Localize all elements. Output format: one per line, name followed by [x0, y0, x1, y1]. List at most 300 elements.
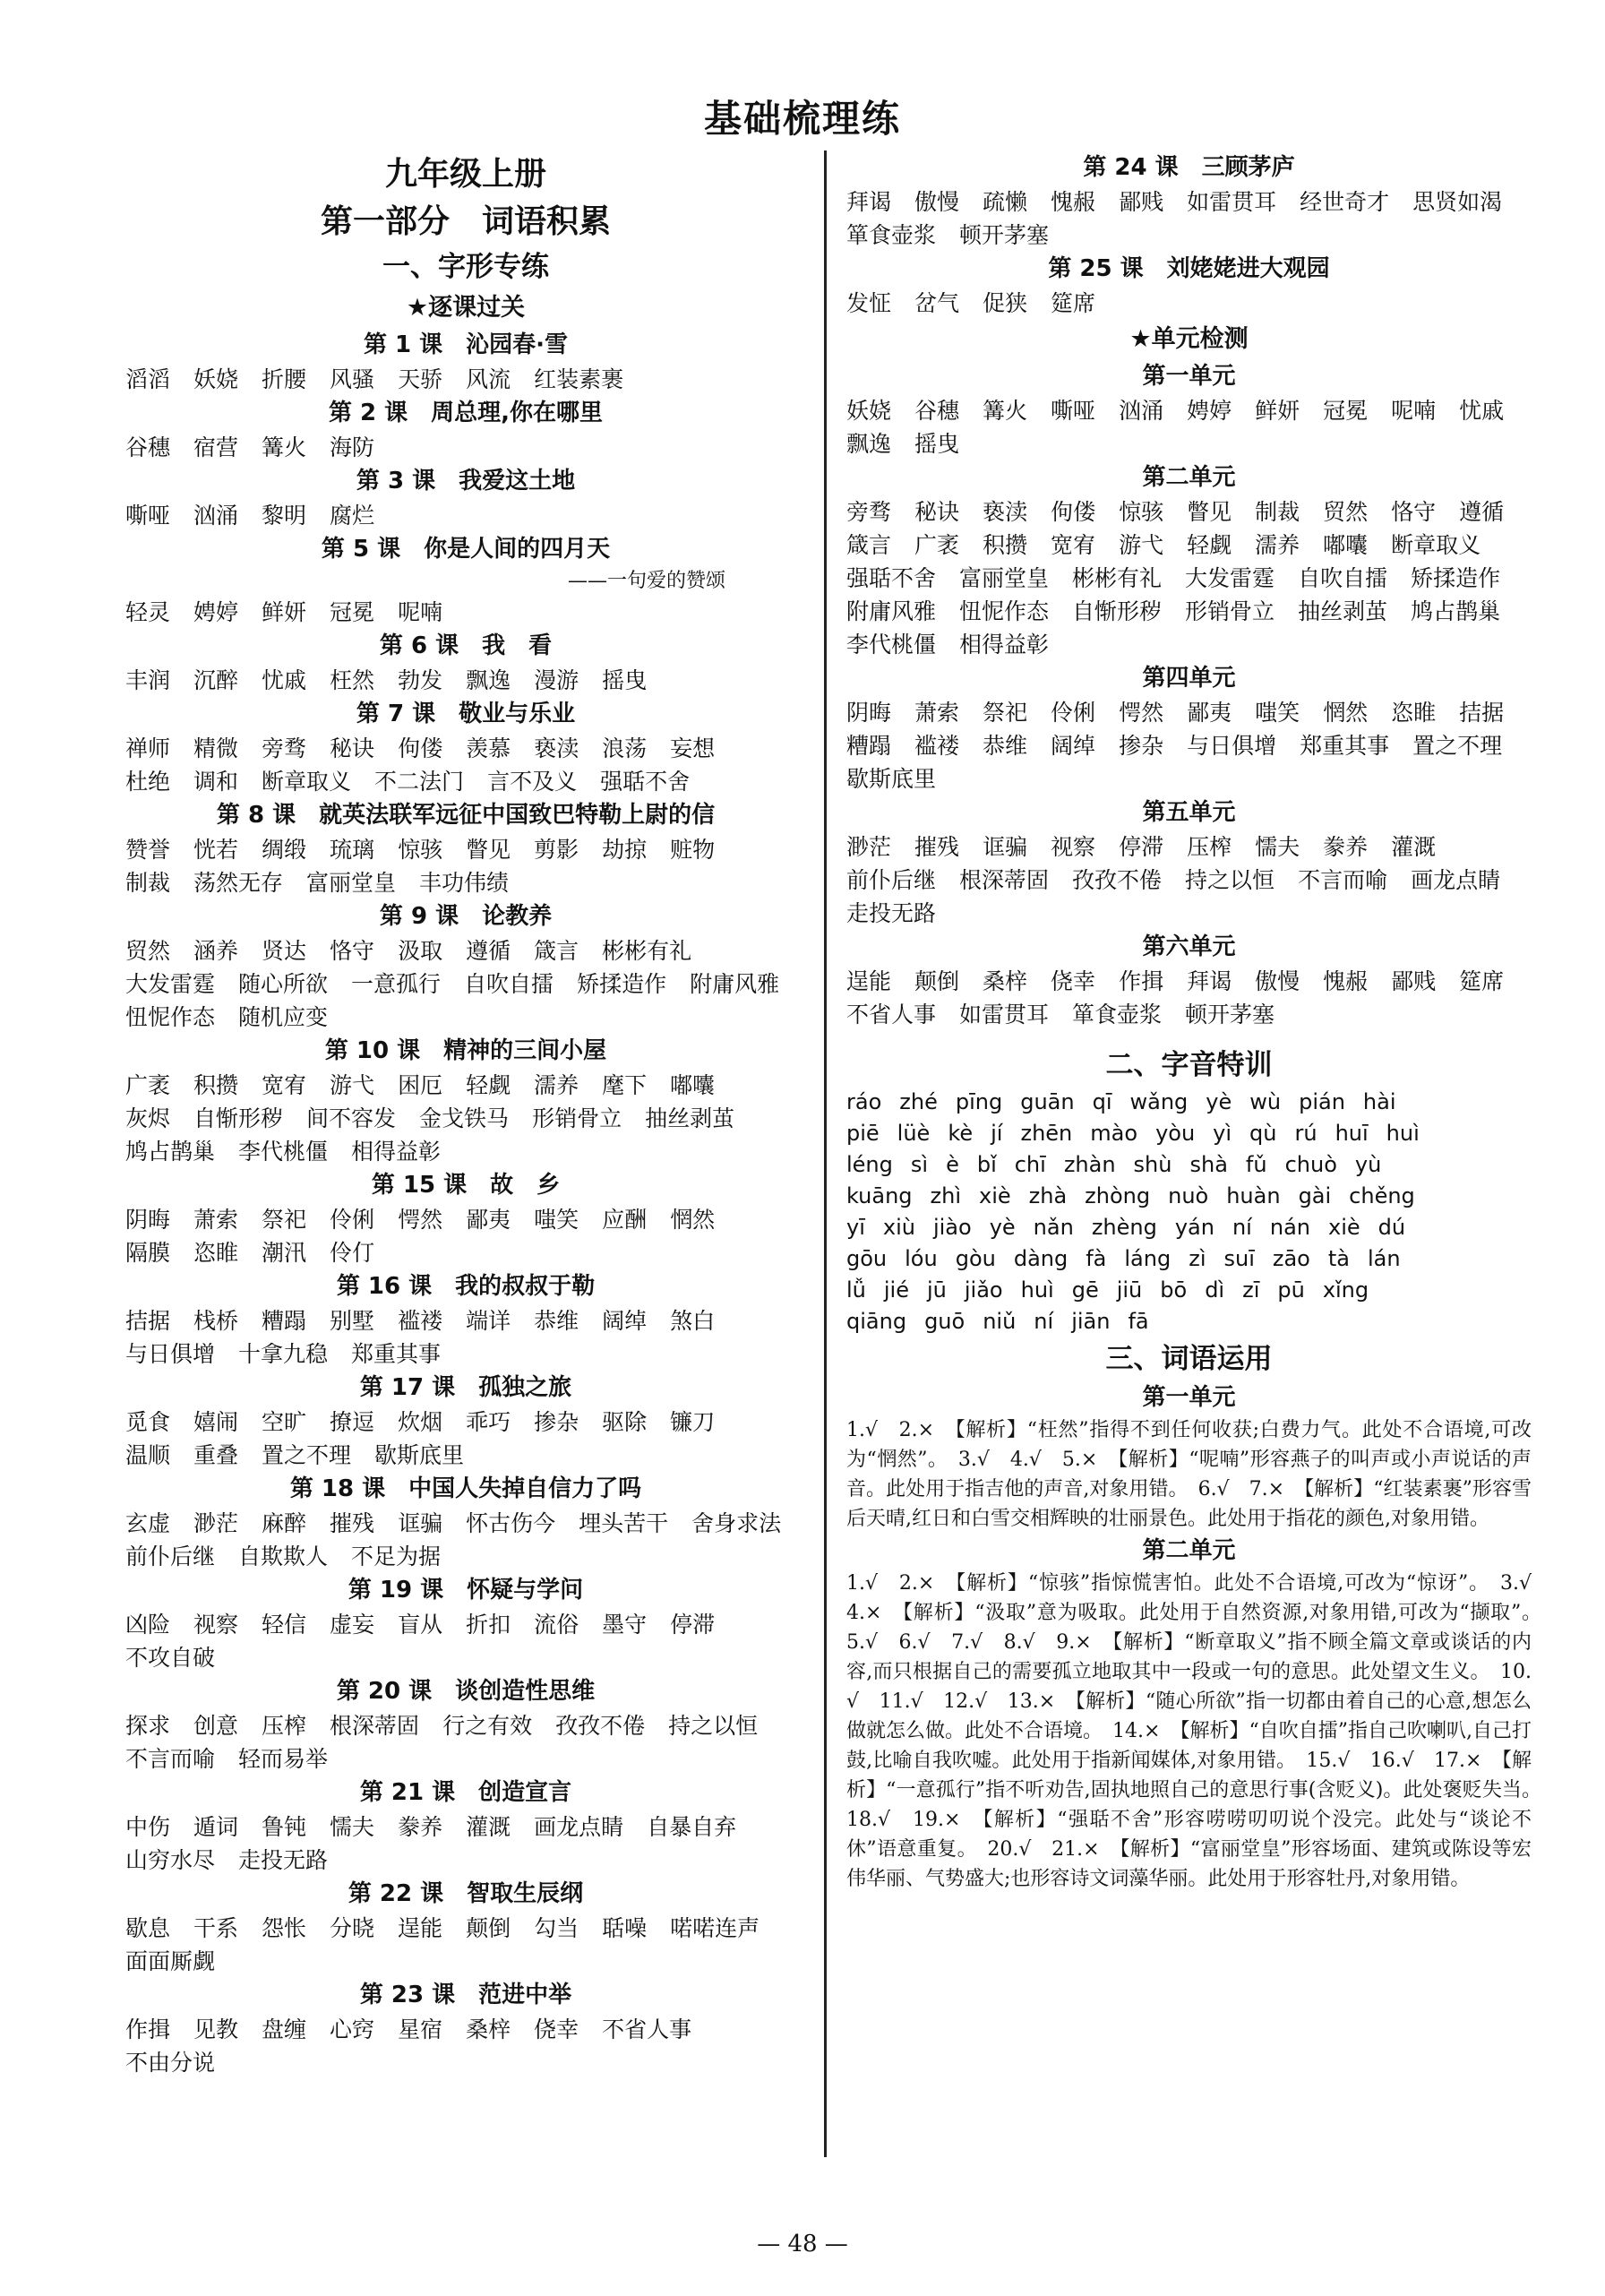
word: 喏喏连声: [670, 1915, 760, 1941]
word: 鄙夷: [1187, 700, 1232, 726]
word: 作揖: [1119, 968, 1164, 994]
word: 谷穗: [125, 434, 171, 460]
word: 面面厮觑: [125, 1948, 216, 1974]
pinyin-syllable: zhàn: [1063, 1152, 1116, 1177]
word: 阔绰: [1051, 733, 1096, 759]
word: 箴言: [534, 938, 579, 964]
word: 自惭形秽: [1072, 598, 1163, 624]
pinyin-syllable: zhé: [899, 1089, 938, 1114]
word: 嗤笑: [534, 1207, 579, 1233]
word: 形销骨立: [532, 1105, 622, 1131]
pinyin-syllable: lüè: [897, 1121, 931, 1146]
lesson-title: 第 25 课 刘姥姥进大观园: [1048, 255, 1330, 282]
word: 傲慢: [1255, 968, 1300, 994]
pinyin-syllable: jié: [883, 1277, 909, 1303]
word: 汹涌: [193, 503, 239, 529]
word: 轻觑: [1187, 532, 1232, 558]
word: 箪食壶浆: [1072, 1002, 1163, 1028]
pinyin-syllable: yán: [1174, 1215, 1214, 1240]
pinyin-syllable: nǎn: [1033, 1215, 1074, 1240]
pinyin-syllable: shà: [1189, 1152, 1228, 1177]
word: 豢养: [398, 1814, 443, 1840]
word: 持之以恒: [1185, 867, 1275, 893]
word-list: [125, 1069, 806, 1168]
pinyin-syllable: zāo: [1272, 1246, 1310, 1271]
word: 视察: [1051, 834, 1096, 860]
pinyin-syllable: guō: [924, 1309, 966, 1334]
word: 根深蒂固: [959, 867, 1050, 893]
word: 海防: [330, 434, 375, 460]
word: 一意孤行: [351, 971, 442, 997]
lesson-list: [125, 328, 806, 2079]
pinyin-syllable: è: [946, 1152, 959, 1177]
word: 制裁: [125, 870, 171, 896]
word: 渺茫: [193, 1510, 239, 1536]
word: 忸怩作态: [125, 1004, 216, 1030]
word: 愕然: [1119, 700, 1164, 726]
word: 嘟囔: [1323, 532, 1369, 558]
word: 自吹自擂: [464, 971, 554, 997]
section-heading-pinyin: 二、字音特训: [1105, 1049, 1273, 1081]
word: 恭维: [983, 733, 1028, 759]
lesson-title: 第 19 课 怀疑与学问: [348, 1577, 584, 1604]
word: 筵席: [1051, 290, 1096, 316]
word: 不足为据: [351, 1544, 442, 1569]
word: 风流: [466, 366, 511, 392]
word: 摇曳: [602, 667, 648, 693]
word: 箪食壶浆: [846, 222, 937, 248]
word: 糟蹋: [262, 1308, 307, 1334]
word: 遵循: [1459, 499, 1505, 525]
word: 大发雷霆: [125, 971, 216, 997]
pinyin-row: [846, 1149, 1532, 1181]
word: 勾当: [534, 1915, 579, 1941]
word: 侥幸: [1051, 968, 1096, 994]
word-list: [125, 732, 806, 798]
word-list: [125, 596, 806, 629]
word: 腐烂: [330, 503, 375, 529]
word: 虚妄: [330, 1612, 375, 1638]
word: 鄙贱: [1119, 189, 1164, 215]
word: 凶险: [125, 1612, 171, 1638]
pinyin-syllable: ní: [1034, 1309, 1054, 1334]
word: 自暴自弃: [647, 1814, 737, 1840]
word: 轻灵: [125, 599, 171, 625]
pinyin-syllable: zhèng: [1091, 1215, 1157, 1240]
pinyin-syllable: zī: [1242, 1277, 1260, 1303]
word: 孜孜不倦: [1072, 867, 1163, 893]
pinyin-syllable: chuò: [1284, 1152, 1337, 1177]
pinyin-row: [846, 1243, 1532, 1275]
word: 应酬: [602, 1207, 648, 1233]
word: 怨怅: [262, 1915, 307, 1941]
word: 忧戚: [1459, 398, 1505, 424]
word: 亵渎: [983, 499, 1028, 525]
word: 随心所欲: [238, 971, 329, 997]
pinyin-syllable: huì: [1020, 1277, 1054, 1303]
word-list: [125, 1709, 806, 1776]
word: 抽丝剥茧: [1298, 598, 1388, 624]
unit-title: 第五单元: [1142, 799, 1236, 826]
page-title: 基础梳理练: [703, 97, 901, 141]
word: 画龙点睛: [534, 1814, 624, 1840]
word: 顿开茅塞: [959, 222, 1050, 248]
unit-title: 第一单元: [1142, 363, 1236, 390]
word: 妖娆: [193, 366, 239, 392]
word: 拜谒: [1187, 968, 1232, 994]
lesson-title: 第 9 课 论教养: [379, 903, 553, 930]
pinyin-syllable: yù: [1354, 1152, 1382, 1177]
word: 萧索: [914, 700, 960, 726]
pinyin-syllable: xǐng: [1322, 1277, 1369, 1303]
word: 重叠: [193, 1442, 239, 1468]
pinyin-syllable: huī: [1335, 1121, 1369, 1146]
word: 拮据: [1459, 700, 1505, 726]
word: 探求: [125, 1713, 171, 1739]
word: 乖巧: [466, 1409, 511, 1435]
word: 逞能: [398, 1915, 443, 1941]
word: 濡养: [1255, 532, 1300, 558]
word: 歇斯底里: [374, 1442, 465, 1468]
word: 沉醉: [193, 667, 239, 693]
word: 诓骗: [398, 1510, 443, 1536]
lesson-title: 第 6 课 我 看: [379, 632, 553, 659]
word: 娉婷: [193, 599, 239, 625]
lesson-title: 第 7 课 敬业与乐业: [356, 701, 576, 727]
pinyin-syllable: pián: [1299, 1089, 1345, 1114]
word: 分晓: [330, 1915, 375, 1941]
word-list: [846, 696, 1532, 795]
lesson-title: 第 22 课 智取生辰纲: [348, 1880, 584, 1907]
pinyin-syllable: léng: [846, 1152, 893, 1177]
word: 别墅: [330, 1308, 375, 1334]
unit-title: 第四单元: [1142, 665, 1236, 692]
word: 惘然: [670, 1207, 716, 1233]
word: 赃物: [670, 837, 716, 863]
word: 隔膜: [125, 1240, 171, 1266]
word: 鸠占鹊巢: [125, 1139, 216, 1165]
left-column: [125, 150, 806, 2079]
pinyin-syllable: fā: [1128, 1309, 1149, 1334]
pinyin-syllable: nuò: [1168, 1183, 1209, 1208]
pinyin-syllable: chī: [1014, 1152, 1046, 1177]
word: 谷穗: [914, 398, 960, 424]
word: 鲜妍: [262, 599, 307, 625]
word: 如雷贯耳: [959, 1002, 1050, 1028]
word: 走投无路: [846, 900, 937, 926]
lesson-title: 第 5 课 你是人间的四月天: [321, 536, 611, 563]
word: 广袤: [125, 1072, 171, 1098]
word: 篝火: [262, 434, 307, 460]
word: 觅食: [125, 1409, 171, 1435]
word: 箴言: [846, 532, 892, 558]
pinyin-syllable: fǔ: [1245, 1152, 1267, 1177]
pinyin-syllable: gòu: [955, 1246, 996, 1271]
pinyin-syllable: bō: [1160, 1277, 1188, 1303]
word: 汲取: [398, 938, 443, 964]
pinyin-syllable: piē: [846, 1121, 880, 1146]
word: 伶俐: [1051, 700, 1096, 726]
word-list: [125, 664, 806, 697]
word: 游弋: [330, 1072, 375, 1098]
word-list: [125, 934, 806, 1034]
pinyin-syllable: jí: [991, 1121, 1003, 1146]
word: 温顺: [125, 1442, 171, 1468]
word: 怀古伤今: [466, 1510, 556, 1536]
word-list: [846, 185, 1532, 252]
word: 自吹自擂: [1298, 565, 1388, 591]
word: 鸠占鹊巢: [1411, 598, 1501, 624]
answers-block: [846, 1380, 1552, 1894]
word: 鲜妍: [1255, 398, 1300, 424]
word: 见教: [193, 2017, 239, 2042]
word: 阴晦: [846, 700, 892, 726]
word: 天骄: [398, 366, 443, 392]
word: 聒噪: [602, 1915, 648, 1941]
pinyin-syllable: lǚ: [846, 1277, 866, 1303]
word: 恭维: [534, 1308, 579, 1334]
lesson-title: 第 17 课 孤独之旅: [359, 1374, 572, 1401]
word: 萧索: [193, 1207, 239, 1233]
answer-text: 1.√ 2.× 【解析】“惊骇”指惊慌害怕。此处不合语境,可改为“惊讶”。 3.√ 4.× 【解析】“汲取”意为吸取。此处用于自然资源,对象用错,可改为“撷取”。 5.√ 6.√ 7.√ 8.√ 9.× 【解析】“断章取义”指不顾全篇文章或谈话的内容,而只根据自己的需要孤立地取其中一段或一句的意思。此处望文生义。 10.√ 11.√ 12.√ 13.× 【解析】“随心所欲”指一切都由着自己的心意,想怎么做就怎么做。此处不合语境。 14.× 【解析】“自吹自擂”指自己吹喇叭,自己打鼓,比喻自我吹嘘。此处用于指新闻媒体,对象用错。 15.√ 16.√ 17.× 【解析】“一意孤行”指不听劝告,固执地照自己的意思行事(含贬义)。此处褒贬失当。 18.√ 19.× 【解析】“强聒不舍”形容唠唠叨叨说个没完。此处与“谈论不休”语意重复。 20.√ 21.× 【解析】“富丽堂皇”形容场面、建筑或陈设等宏伟华丽、气势盛大;也形容诗文词藻华丽。此处用于形容牡丹,对象用错。: [846, 1572, 1552, 1890]
pinyin-syllable: jiān: [1071, 1309, 1111, 1334]
word: 视察: [193, 1612, 239, 1638]
pinyin-syllable: qiāng: [846, 1309, 907, 1334]
word: 丰润: [125, 667, 171, 693]
word: 黎明: [262, 503, 307, 529]
pinyin-row: [846, 1275, 1532, 1306]
word-list: [125, 499, 806, 532]
pinyin-syllable: gē: [1071, 1277, 1099, 1303]
word: 郑重其事: [1300, 733, 1390, 759]
pinyin-syllable: zhà: [1028, 1183, 1068, 1208]
word-list: [125, 2013, 806, 2079]
word-list: [846, 394, 1532, 460]
word: 琉璃: [330, 837, 375, 863]
pinyin-syllable: wǎng: [1129, 1089, 1189, 1114]
word: 滔滔: [125, 366, 171, 392]
word: 愧赧: [1051, 189, 1096, 215]
pinyin-syllable: zhòng: [1085, 1183, 1151, 1208]
word: 麻醉: [262, 1510, 307, 1536]
sub-heading-units: ★单元检测: [1129, 325, 1249, 353]
word: 金戈铁马: [419, 1105, 510, 1131]
word-list: [846, 495, 1532, 661]
word: 不省人事: [602, 2017, 692, 2042]
word-list: [125, 1406, 806, 1472]
word: 禅师: [125, 735, 171, 761]
word: 麾下: [602, 1072, 648, 1098]
word: 祭祀: [262, 1207, 307, 1233]
word: 丰功伟绩: [419, 870, 510, 896]
word: 李代桃僵: [846, 632, 937, 658]
word: 旁骛: [846, 499, 892, 525]
right-column: [846, 150, 1552, 1894]
pinyin-syllable: pīng: [955, 1089, 1003, 1114]
word: 富丽堂皇: [306, 870, 397, 896]
word: 孜孜不倦: [555, 1713, 646, 1739]
word: 自欺欺人: [238, 1544, 329, 1569]
word: 游弋: [1119, 532, 1164, 558]
word: 伶仃: [330, 1240, 375, 1266]
word: 惘然: [1323, 700, 1369, 726]
word: 广袤: [914, 532, 960, 558]
pinyin-syllable: fà: [1086, 1246, 1107, 1271]
word: 大发雷霆: [1185, 565, 1275, 591]
word: 附庸风雅: [690, 971, 780, 997]
word: 恪守: [330, 938, 375, 964]
pinyin-block: [846, 1087, 1532, 1337]
word: 豢养: [1323, 834, 1369, 860]
lesson-title: 第 8 课 就英法联军远征中国致巴特勒上尉的信: [216, 802, 716, 829]
word: 折腰: [262, 366, 307, 392]
lesson-title: 第 2 课 周总理,你在哪里: [328, 400, 604, 426]
word: 不省人事: [846, 1002, 937, 1028]
word-list: [125, 1912, 806, 1978]
word: 瞥见: [466, 837, 511, 863]
word: 恣睢: [193, 1240, 239, 1266]
word: 冠冕: [1323, 398, 1369, 424]
word: 羡慕: [466, 735, 511, 761]
word: 李代桃僵: [238, 1139, 329, 1165]
word: 不由分说: [125, 2050, 216, 2076]
word: 随机应变: [238, 1004, 329, 1030]
word: 妖娆: [846, 398, 892, 424]
word: 流俗: [534, 1612, 579, 1638]
word: 伶俐: [330, 1207, 375, 1233]
word: 矫揉造作: [577, 971, 667, 997]
word: 抽丝剥茧: [645, 1105, 735, 1131]
word: 恍若: [193, 837, 239, 863]
word: 颠倒: [466, 1915, 511, 1941]
word: 十拿九稳: [238, 1341, 329, 1367]
word: 积攒: [193, 1072, 239, 1098]
unit-title: 第二单元: [1142, 464, 1236, 491]
word: 汹涌: [1119, 398, 1164, 424]
word: 佝偻: [1051, 499, 1096, 525]
pinyin-syllable: qī: [1092, 1089, 1112, 1114]
pinyin-syllable: sì: [910, 1152, 929, 1177]
word: 嬉闹: [193, 1409, 239, 1435]
word: 灰烬: [125, 1105, 171, 1131]
pinyin-row: [846, 1118, 1532, 1149]
word: 岔气: [914, 290, 960, 316]
grade-heading: 九年级上册: [384, 156, 546, 193]
word: 舍身求法: [691, 1510, 782, 1536]
pinyin-syllable: ní: [1232, 1215, 1252, 1240]
word: 恪守: [1391, 499, 1437, 525]
word-list: [125, 1810, 806, 1877]
word: 墨守: [602, 1612, 648, 1638]
word: 宽宥: [1051, 532, 1096, 558]
pinyin-syllable: hài: [1362, 1089, 1396, 1114]
pinyin-row: [846, 1087, 1532, 1118]
word: 贸然: [1323, 499, 1369, 525]
word: 风骚: [330, 366, 375, 392]
word: 涵养: [193, 938, 239, 964]
pinyin-syllable: huì: [1386, 1121, 1420, 1146]
word: 不言而喻: [1298, 867, 1388, 893]
word: 灌溉: [466, 1814, 511, 1840]
word: 停滞: [670, 1612, 716, 1638]
column-divider: [824, 150, 827, 2157]
word: 经世奇才: [1300, 189, 1390, 215]
pinyin-syllable: dì: [1205, 1277, 1225, 1303]
word: 嗤笑: [1255, 700, 1300, 726]
word: 折扣: [466, 1612, 511, 1638]
word: 摇曳: [914, 431, 960, 457]
word: 驱除: [602, 1409, 648, 1435]
word: 星宿: [398, 2017, 443, 2042]
page-number: — 48 —: [757, 2231, 848, 2257]
section-heading-glyph: 一、字形专练: [382, 251, 549, 283]
word: 旁骛: [262, 735, 307, 761]
word: 埋头苦干: [579, 1510, 669, 1536]
word: 不攻自破: [125, 1645, 216, 1671]
lesson-title: 第 24 课 三顾茅庐: [1083, 154, 1295, 181]
pinyin-syllable: jiǎo: [964, 1277, 1003, 1303]
word: 与日俱增: [125, 1341, 216, 1367]
word: 筵席: [1459, 968, 1505, 994]
word: 置之不理: [262, 1442, 352, 1468]
pinyin-syllable: rú: [1294, 1121, 1317, 1146]
unit-test-list: [846, 359, 1532, 1031]
word: 亵渎: [534, 735, 579, 761]
word: 积攒: [983, 532, 1028, 558]
word: 掺杂: [534, 1409, 579, 1435]
word: 如雷贯耳: [1187, 189, 1277, 215]
word: 炊烟: [398, 1409, 443, 1435]
word-list: [125, 1203, 806, 1269]
word: 轻信: [262, 1612, 307, 1638]
word: 瞥见: [1187, 499, 1232, 525]
word: 贤达: [262, 938, 307, 964]
word: 镰刀: [670, 1409, 716, 1435]
word: 煞白: [670, 1308, 716, 1334]
word: 潮汛: [262, 1240, 307, 1266]
pinyin-row: [846, 1306, 1532, 1337]
lesson-title: 第 16 课 我的叔叔于勒: [336, 1273, 596, 1300]
pinyin-syllable: nán: [1269, 1215, 1310, 1240]
word: 愧赧: [1323, 968, 1369, 994]
word: 置之不理: [1412, 733, 1503, 759]
word: 忧戚: [262, 667, 307, 693]
word: 鄙夷: [466, 1207, 511, 1233]
word: 相得益彰: [959, 632, 1050, 658]
word: 桑梓: [466, 2017, 511, 2042]
word-list: [846, 287, 1532, 320]
word: 压榨: [262, 1713, 307, 1739]
word: 歇斯底里: [846, 766, 937, 792]
pinyin-syllable: shù: [1133, 1152, 1172, 1177]
word: 浪荡: [602, 735, 648, 761]
word: 嘶哑: [1051, 398, 1096, 424]
word: 逞能: [846, 968, 892, 994]
pinyin-syllable: guān: [1020, 1089, 1075, 1114]
answer-unit-title: 第一单元: [1142, 1384, 1236, 1411]
word-list: [125, 833, 806, 899]
pinyin-syllable: mào: [1090, 1121, 1138, 1146]
lesson-title: 第 18 课 中国人失掉自信力了吗: [289, 1475, 642, 1502]
word: 中伤: [125, 1814, 171, 1840]
word-list: [125, 1507, 806, 1573]
pinyin-syllable: zì: [1189, 1246, 1206, 1271]
word: 惊骇: [1119, 499, 1164, 525]
part-heading: 第一部分 词语积累: [320, 203, 611, 240]
lesson-title: 第 15 课 故 乡: [371, 1172, 561, 1199]
word: 秘诀: [330, 735, 375, 761]
word: 强聒不舍: [600, 769, 691, 795]
